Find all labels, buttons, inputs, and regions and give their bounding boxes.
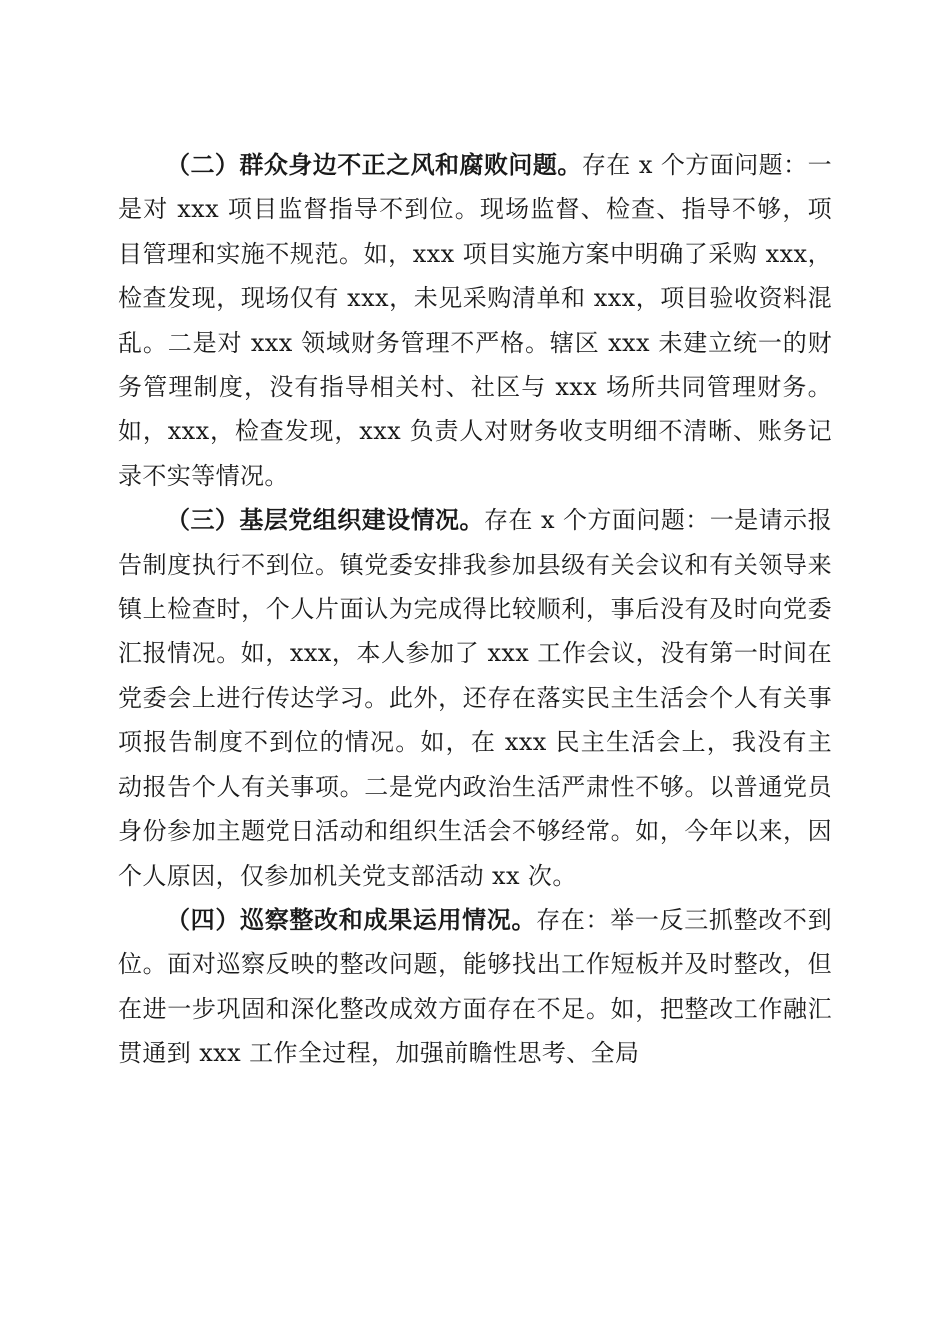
section-3-heading: （三）基层党组织建设情况。 <box>166 505 484 535</box>
paragraph-section-2 <box>118 143 832 498</box>
paragraph-section-3 <box>118 498 832 898</box>
section-4-body: 存在：举一反三抓整改不到位。面对巡察反映的整改问题，能够找出工作短板并及时整改，但在进一步巩固和深化整改成效方面存在不足。如，把整改工作融汇贯通到 xxx 工作全过程，加强前瞻性思考、全局 <box>118 905 832 1068</box>
section-4-heading: （四）巡察整改和成果运用情况。 <box>166 904 537 934</box>
document-page <box>118 143 832 1076</box>
section-3-body: 存在 x 个方面问题：一是请示报告制度执行不到位。镇党委安排我参加县级有关会议和有关领导来镇上检查时，个人片面认为完成得比较顺利，事后没有及时向党委汇报情况。如，xxx，本人参加了 xxx 工作会议，没有第一时间在党委会上进行传达学习。此外，还存在落实民主生活会个人有关事项报告制度不到位的情况。如，在 xxx 民主生活会上，我没有主动报告个人有关事项。二是党内政治生活严肃性不够。以普通党员身份参加主题党日活动和组织生活会不够经常。如，今年以来，因个人原因，仅参加机关党支部活动 xx 次。 <box>118 506 832 890</box>
section-2-body: 存在 x 个方面问题：一是对 xxx 项目监督指导不到位。现场监督、检查、指导不够，项目管理和实施不规范。如，xxx 项目实施方案中明确了采购 xxx，检查发现，现场仅有 xxx，未见采购清单和 xxx，项目验收资料混乱。二是对 xxx 领域财务管理不严格。辖区 xxx 未建立统一的财务管理制度，没有指导相关村、社区与 xxx 场所共同管理财务。如，xxx，检查发现，xxx 负责人对财务收支明细不清晰、账务记录不实等情况。 <box>118 151 832 490</box>
section-2-heading: （二）群众身边不正之风和腐败问题。 <box>166 150 582 179</box>
paragraph-section-4 <box>118 898 832 1076</box>
